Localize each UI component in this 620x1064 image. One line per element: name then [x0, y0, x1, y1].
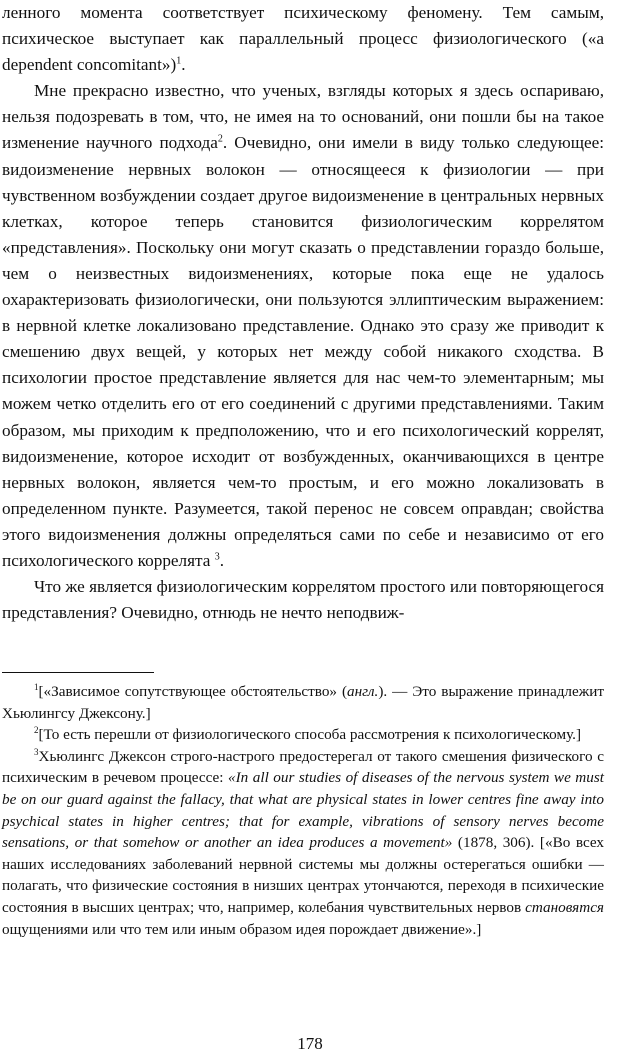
footnote-ref-2: 2 — [217, 133, 223, 145]
paragraph-3 — [2, 574, 604, 626]
paragraph-2-end: . — [219, 550, 224, 570]
footnote-3-italic-word: становятся — [525, 898, 604, 916]
paragraph-2-body: . Очевидно, они имели в виду только следующее: видоизменение нервных волокон — относящееся к физиологии — при чувственном возбуждении создает другое видоизменение в центральных нервных клетках, которое теперь становится физиологическим коррелятом «представления». Поскольку они могут сказать о представлении гораздо больше, чем о неизвестных видоизменениях, которые пока еще не удалось охарактеризовать физиологически, они пользуются эллиптическим выражением: в нервной клетке локализовано представление. Однако это сразу же приводит к смешению двух вещей, у которых нет между собой никакого сходства. В психологии простое представление является для нас чем-то элементарным; мы можем четко отделить его от его соединений с другими представлениями. Таким образом, мы приходим к предположению, что и его психологический коррелят, видоизменение, которое исходит от возбужденных, оканчивающихся в центре нервных волокон, является чем-то простым, и его можно локализовать в определенном пункте. Разумеется, такой перенос не совсем оправдан; свойства этого видоизменения должны определяться сами по себе и независимо от его психологического коррелята — [2, 133, 604, 570]
footnote-2-text: [То есть перешли от физиологического способа рассмотрения к психологическому.] — [38, 726, 582, 744]
footnote-1-italic: англ. — [347, 683, 379, 700]
paragraph-1-end: . — [181, 55, 186, 75]
footnote-3-mark: 3 — [34, 746, 39, 757]
footnote-1-text-end: ). — Это выражение принадлежит Хьюлингсу Джексону.] — [2, 683, 604, 722]
page-number: 178 — [297, 1034, 323, 1053]
paragraph-3-text: Что же является физиологическим коррелятом простого или повторяющегося представления? Очевидно, отнюдь не нечто неподвиж- — [2, 577, 604, 623]
paragraph-1-text: ленного момента соответствует психическому феномену. Тем самым, психическое выступает как параллельный процесс физиологического («a dependent concomitant») — [2, 3, 604, 75]
footnote-1-text: [«Зависимое сопутствующее обстоятельство» ( — [38, 683, 348, 700]
footnote-3-text-end: ощущениями или что тем или иным образом идея порождает движение».] — [2, 920, 482, 938]
footnote-1 — [2, 681, 604, 724]
footnote-separator — [2, 672, 154, 673]
footnote-2-mark: 2 — [34, 725, 39, 736]
footnote-3 — [2, 746, 604, 940]
paragraph-2 — [2, 78, 604, 574]
footnote-3-text: Хьюлингс Джексон строго-настрого предостерегал от такого смешения физического с психическим в речевом процессе: — [2, 747, 604, 787]
footnote-ref-1: 1 — [176, 55, 182, 67]
footnote-3-english-quote: «In all our studies of diseases of the nervous system we must be on our guard against the fallacy, that what are physical states in lower centres fine away into psychical states in higher centres; that for example, vibrations of sensory nerves become sensations, or that somehow or another an idea produces a movement» — [2, 769, 604, 852]
footnotes — [2, 681, 604, 940]
paragraph-2-text: Мне прекрасно известно, что ученых, взгляды которых я здесь оспариваю, нельзя подозревать в том, что, не имея на то оснований, они пошли бы на такое изменение научного подхода — [2, 81, 604, 153]
paragraph-1 — [2, 0, 604, 78]
main-text — [2, 0, 604, 626]
footnote-1-mark: 1 — [34, 681, 39, 692]
footnote-ref-3: 3 — [214, 551, 220, 563]
footnote-3-translation: (1878, 306). [«Во всех наших исследованиях заболеваний нервной системы мы должны остерегаться ошибки — полагать, что физические состояния в низших центрах утончаются, переходя в психические состояния в высших центрах; что, например, колебания чувствительных нервов — [2, 834, 605, 916]
footnote-2 — [2, 724, 604, 746]
